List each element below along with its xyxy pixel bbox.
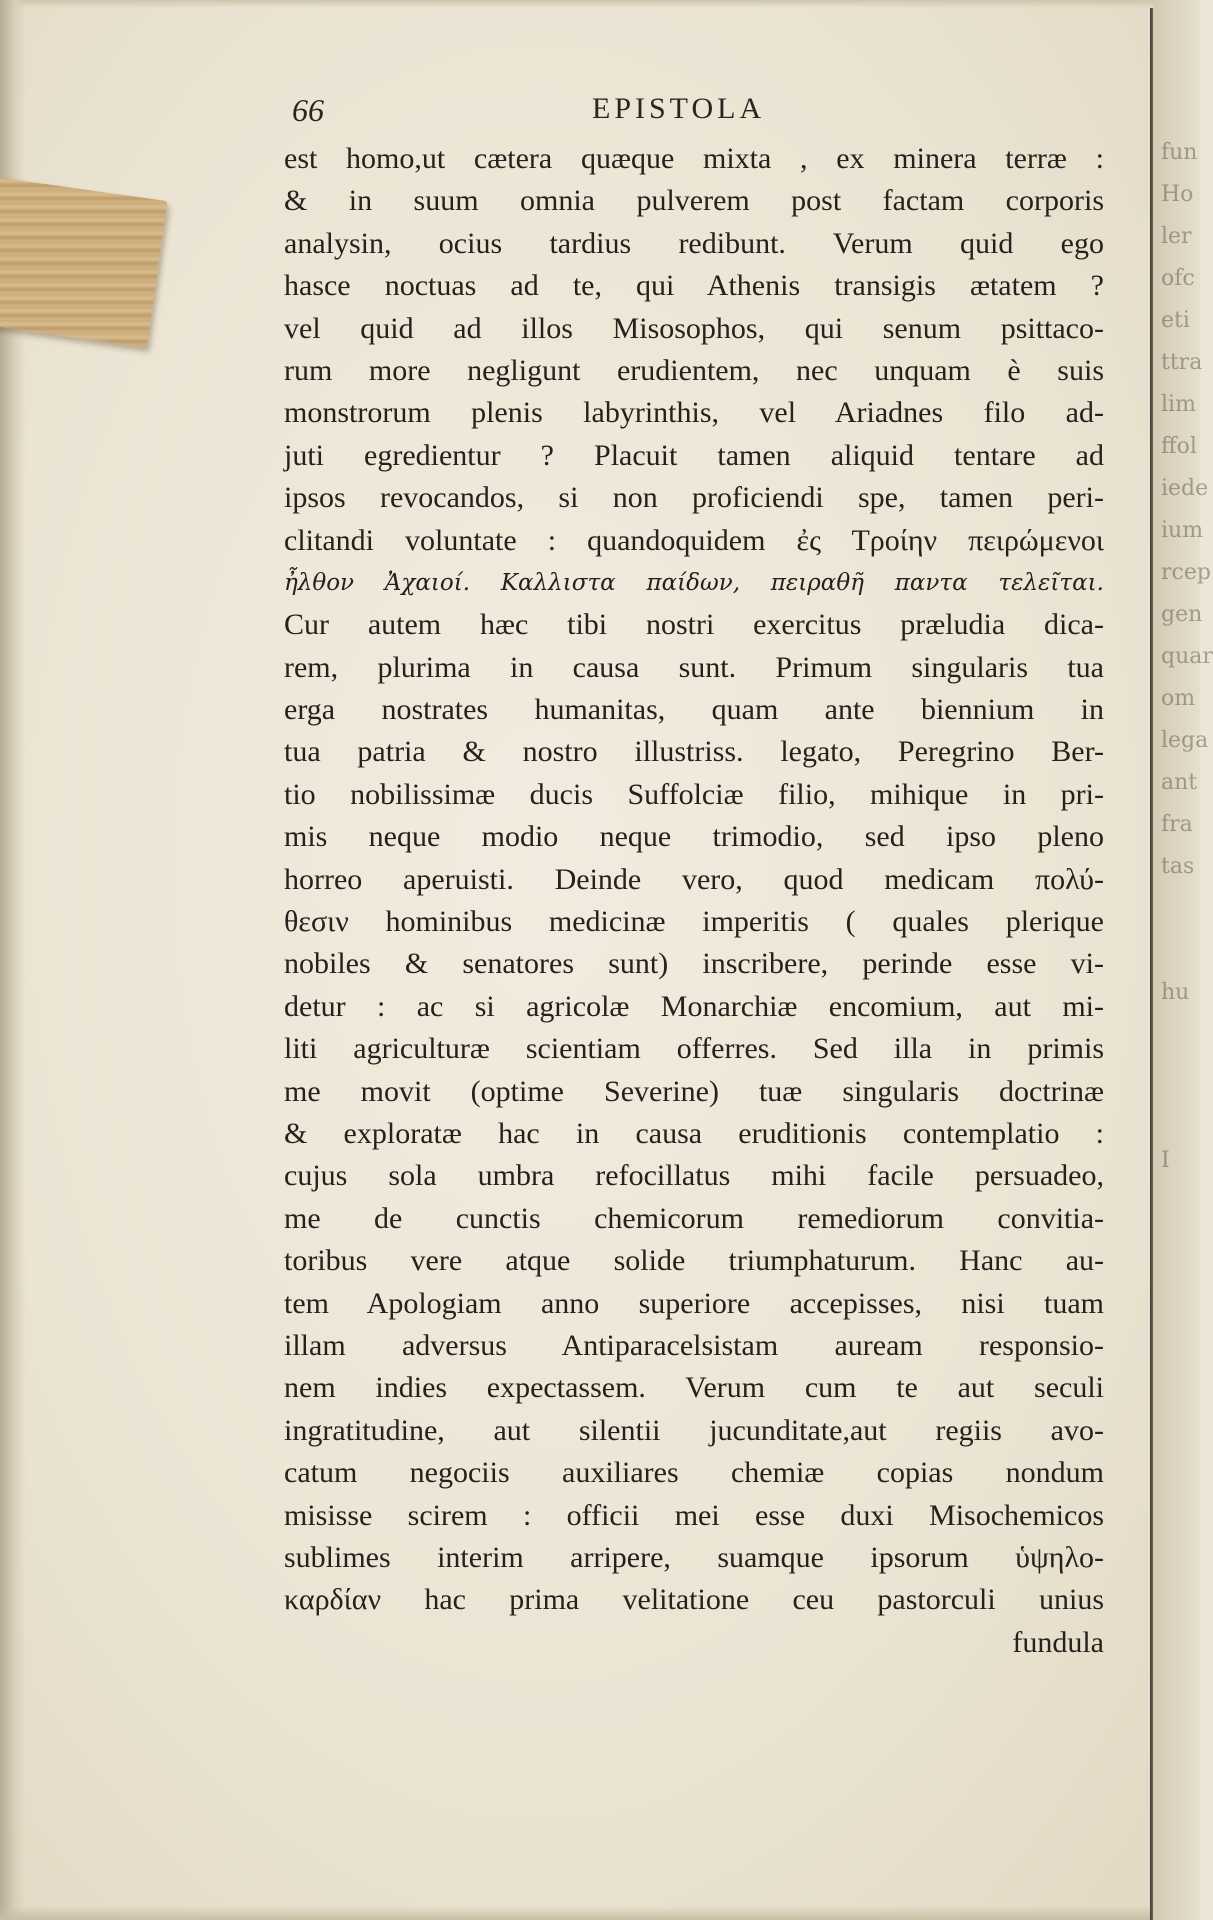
text-line: tio nobilissimæ ducis Suffolciæ filio, mihique in pri- — [284, 777, 1104, 811]
text-line-greek: ἦλθον Ἀχαιοί. Καλλιστα παίδων, πειραθῆ παντα τελεῖται. — [284, 569, 1104, 596]
text-line: detur : ac si agricolæ Monarchiæ encomium, aut mi- — [284, 989, 1104, 1023]
text-line: καρδίαν hac prima velitatione ceu pastorculi unius — [284, 1583, 1104, 1617]
facing-page-fragment: lega — [1161, 728, 1209, 753]
text-line: rum more negligunt erudientem, nec unquam è suis — [284, 353, 1104, 387]
facing-page-fragment: ffol — [1161, 434, 1197, 459]
text-line: analysin, ocius tardius redibunt. Verum quid ego — [284, 226, 1104, 260]
facing-page-fragment: gen — [1161, 602, 1203, 627]
text-line: mis neque modio neque trimodio, sed ipso pleno — [284, 820, 1104, 854]
text-line: toribus vere atque solide triumphaturum. Hanc au- — [284, 1244, 1104, 1278]
text-line: hasce noctuas ad te, qui Athenis transigis ætatem ? — [284, 269, 1104, 303]
facing-page-edge — [1153, 0, 1213, 1920]
facing-page-fragment: eti — [1161, 308, 1190, 333]
text-line: sublimes interim arripere, suamque ipsorum ὑψηλο- — [284, 1540, 1104, 1574]
text-line: illam adversus Antiparacelsistam auream responsio- — [284, 1328, 1104, 1362]
text-line: rem, plurima in causa sunt. Primum singularis tua — [284, 650, 1104, 684]
text-line: vel quid ad illos Misosophos, qui senum psittaco- — [284, 311, 1104, 345]
facing-page-fragment: om — [1161, 686, 1196, 711]
text-line: catum negociis auxiliares chemiæ copias nondum — [284, 1456, 1104, 1490]
text-line: misisse scirem : officii mei esse duxi Misochemicos — [284, 1498, 1104, 1532]
facing-page-fragment: hu — [1161, 980, 1190, 1005]
facing-page-fragment: ler — [1161, 224, 1192, 249]
facing-page-fragment: tas — [1161, 854, 1195, 879]
facing-page-fragment: ium — [1161, 518, 1204, 543]
page-header — [292, 92, 1092, 136]
facing-page-fragment: fun — [1161, 140, 1198, 165]
text-line: Cur autem hæc tibi nostri exercitus præludia dica- — [284, 608, 1104, 642]
text-line: ipsos revocandos, si non proficiendi spe, tamen peri- — [284, 481, 1104, 515]
facing-page-fragment: ttra — [1161, 350, 1203, 375]
text-line: liti agriculturæ scientiam offerres. Sed illa in primis — [284, 1032, 1104, 1066]
catchword: fundula — [1012, 1625, 1104, 1659]
text-line: & in suum omnia pulverem post factam corporis — [284, 184, 1104, 218]
facing-page-fragment: quar — [1161, 644, 1213, 669]
running-head: EPISTOLA — [592, 92, 766, 125]
facing-page-fragment: iede — [1161, 476, 1209, 501]
facing-page-fragment: ant — [1161, 770, 1198, 795]
text-line: horreo aperuisti. Deinde vero, quod medicam πολύ- — [284, 862, 1104, 896]
page-bottom-edge — [0, 1906, 1200, 1920]
text-line: me de cunctis chemicorum remediorum convitia- — [284, 1201, 1104, 1235]
text-line: cujus sola umbra refocillatus mihi facile persuadeo, — [284, 1159, 1104, 1193]
facing-page-fragment: ofc — [1161, 266, 1195, 291]
text-line: juti egredientur ? Placuit tamen aliquid tentare ad — [284, 438, 1104, 472]
body-text — [284, 138, 1104, 1664]
text-line: erga nostrates humanitas, quam ante biennium in — [284, 693, 1104, 727]
text-line: nem indies expectassem. Verum cum te aut seculi — [284, 1371, 1104, 1405]
text-line: & exploratæ hac in causa eruditionis contemplatio : — [284, 1116, 1104, 1150]
page-number: 66 — [292, 92, 324, 128]
text-line: est homo,ut cætera quæque mixta , ex minera terræ : — [284, 142, 1104, 175]
text-line: tua patria & nostro illustriss. legato, Peregrino Ber- — [284, 735, 1104, 769]
text-line: θεσιν hominibus medicinæ imperitis ( quales plerique — [284, 905, 1104, 939]
facing-page-fragment: lim — [1161, 392, 1196, 417]
facing-page-fragment: fra — [1161, 812, 1193, 837]
facing-page-fragment: I — [1161, 1148, 1170, 1173]
text-line: ingratitudine, aut silentii jucunditate,aut regiis avo- — [284, 1413, 1104, 1447]
text-line: nobiles & senatores sunt) inscribere, perinde esse vi- — [284, 947, 1104, 981]
page-top-edge — [0, 0, 1200, 8]
facing-page-fragment: rcep — [1161, 560, 1211, 585]
text-line: tem Apologiam anno superiore accepisses, nisi tuam — [284, 1286, 1104, 1320]
facing-page-fragment: Ho — [1161, 182, 1194, 207]
binding-strip — [0, 176, 167, 347]
text-line: clitandi voluntate : quandoquidem ἐς Τροίην πειρώμενοι — [284, 523, 1104, 557]
text-line: me movit (optime Severine) tuæ singularis doctrinæ — [284, 1074, 1104, 1108]
text-line: monstrorum plenis labyrinthis, vel Ariadnes filo ad- — [284, 396, 1104, 430]
